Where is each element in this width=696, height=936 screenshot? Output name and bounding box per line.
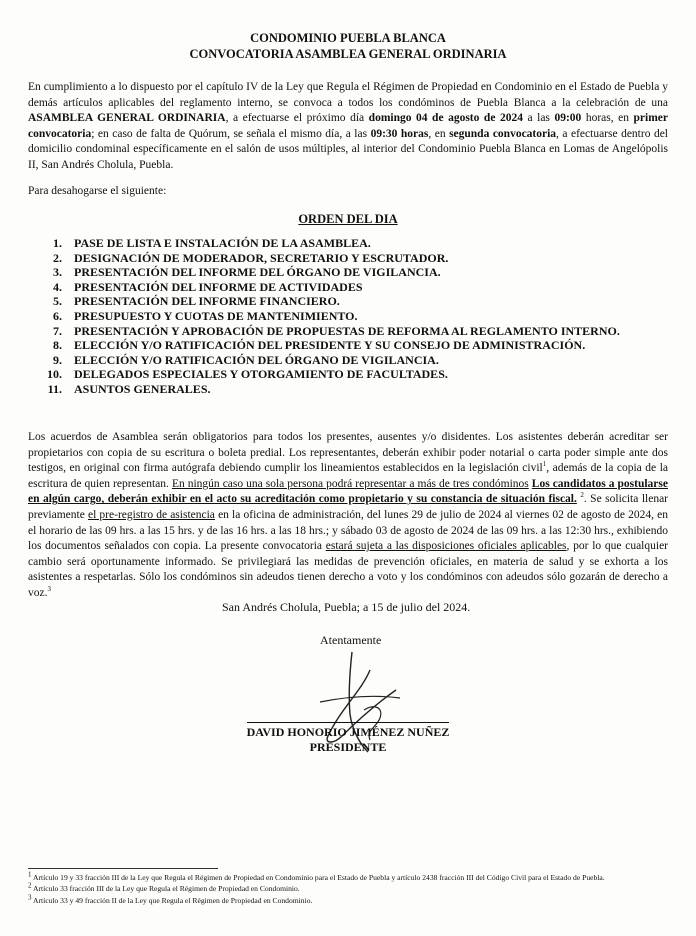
agenda-title: ORDEN DEL DIA (298, 212, 398, 226)
footnote-number: 3 (28, 893, 32, 902)
agenda-item-text: DESIGNACIÓN DE MODERADOR, SECRETARIO Y ESCRUTADOR. (74, 250, 449, 265)
footnote (28, 883, 673, 894)
agenda-item-text: PRESENTACIÓN DEL INFORME DEL ÓRGANO DE VIGILANCIA. (74, 265, 441, 280)
agenda-item-number: 3. (53, 265, 62, 280)
agenda-item (28, 367, 668, 382)
signer-name: DAVID HONORIO JIMÉNEZ NUÑEZ (247, 722, 450, 740)
agenda-item (28, 382, 668, 397)
agenda-item-text: PRESUPUESTO Y CUOTAS DE MANTENIMIENTO. (74, 308, 358, 323)
agenda-item-number: 2. (53, 250, 62, 265)
footnote-text: Artículo 19 y 33 fracción III de la Ley que Regula el Régimen de Propiedad en Condominio para el Estado de Puebla y artículo 2438 fracción III del Código Civil para el Estado de Puebla. (31, 873, 605, 882)
agenda-item (28, 324, 668, 339)
closing-text: Atentamente (320, 633, 382, 647)
agenda-list (28, 236, 668, 397)
agenda-item (28, 338, 668, 353)
agenda-item-text: ELECCIÓN Y/O RATIFICACIÓN DEL PRESIDENTE Y SU CONSEJO DE ADMINISTRACIÓN. (74, 338, 586, 353)
document-header (0, 30, 696, 62)
lead-text: Para desahogarse el siguiente: (28, 185, 167, 197)
footnote-text: Artículo 33 fracción III de la Ley que Regula el Régimen de Propiedad en Condominio. (31, 884, 300, 894)
agenda-item-text: PRESENTACIÓN DEL INFORME FINANCIERO. (74, 294, 340, 309)
agenda-item-number: 9. (53, 352, 62, 367)
agenda-item-number: 5. (53, 294, 62, 309)
agenda-item-text: DELEGADOS ESPECIALES Y OTORGAMIENTO DE FACULTADES. (74, 367, 448, 382)
agenda-item-text: ELECCIÓN Y/O RATIFICACIÓN DEL ÓRGANO DE VIGILANCIA. (74, 352, 439, 367)
footnote-number: 1 (28, 870, 32, 879)
body-paragraph: Los acuerdos de Asamblea serán obligatorios para todos los presentes, ausentes y/o disidentes. Los asistentes deberán acreditar ser propietarios con copia de su escritura o boleta predial. Los representantes, deberán exhibir poder notarial o carta poder simple ante dos testigos, en original con firma autógrafa debiendo cumplir los lineamientos establecidos en la legislación civil$^1$, además de la copia de la escritura de quien representan. En ningún caso una sola persona podrá representar a más de tres condóminos Los candidatos a postularse en algún cargo, deberán exhibir en el acto su acreditación como propietario y su constancia de situación fiscal. $^2$. Se solicita llenar previamente el pre-registro de asistencia en la oficina de administración, del lunes 29 de julio de 2024 al viernes 02 de agosto de 2024, en el horario de las 09 hrs. a las 15 hrs. y de las 16 hrs. a las 18 hrs.; y sábado 03 de agosto de 2024 de las 09 hrs. a las 12:30 hrs., exhibiendo los documentos señalados con copia. La presente convocatoria estará sujeta a las disposiciones oficiales aplicables, por lo que cualquier cambio será oportunamente informado. Se privilegiará las medidas de prevención oficiales, en materia de salud y se exhorta a los asistentes a respetarlas. Sólo los condóminos sin adeudos tienen derecho a voto y los condóminos con adeudos sólo gozarán de derecho a voz.$^3$ (28, 431, 669, 599)
agenda-item (28, 251, 668, 266)
intro-paragraph: En cumplimiento a lo dispuesto por el capítulo IV de la Ley que Regula el Régimen de Propiedad en Condominio en el Estado de Puebla y demás artículos aplicables del reglamento interno, se convoca a todos los condóminos de Puebla Blanca a la celebración de una ASAMBLEA GENERAL ORDINARIA, a efectuarse el próximo día domingo 04 de agosto de 2024 a las 09:00 horas, en primer convocatoria; en caso de falta de Quórum, se señala el mismo día, a las 09:30 horas, en segunda convocatoria, a efectuarse dentro del domicilio condominal específicamente en el salón de usos múltiples, al interior del Condominio Puebla Blanca en Lomas de Angelópolis II, San Andrés Cholula, Puebla. (28, 81, 668, 171)
agenda-item-number: 6. (53, 308, 62, 323)
agenda-item-number: 10. (47, 367, 62, 382)
footnote-number: 2 (28, 881, 32, 890)
agenda-item (28, 236, 668, 251)
agenda-item-text: PRESENTACIÓN Y APROBACIÓN DE PROPUESTAS DE REFORMA AL REGLAMENTO INTERNO. (74, 323, 620, 338)
agenda-item-number: 7. (53, 323, 62, 338)
signer-block (0, 722, 696, 755)
agenda-item-text: PASE DE LISTA E INSTALACIÓN DE LA ASAMBLEA. (74, 236, 371, 250)
footnote-divider (28, 868, 218, 869)
convocation-title: CONVOCATORIA ASAMBLEA GENERAL ORDINARIA (189, 47, 507, 61)
condominium-title: CONDOMINIO PUEBLA BLANCA (250, 31, 446, 45)
footnote (28, 872, 673, 883)
agenda-item (28, 294, 668, 309)
place-date: San Andrés Cholula, Puebla; a 15 de julio del 2024. (222, 600, 471, 614)
agenda-item-number: 11. (47, 381, 62, 396)
agenda-item-text: PRESENTACIÓN DEL INFORME DE ACTIVIDADES (74, 279, 363, 294)
footnote (28, 895, 673, 906)
agenda-item (28, 280, 668, 295)
signer-title: PRESIDENTE (309, 740, 387, 754)
footnotes (28, 872, 673, 906)
footnote-text: Artículo 33 y 49 fracción II de la Ley que Regula el Régimen de Propiedad en Condominio. (31, 895, 313, 905)
agenda-item (28, 265, 668, 280)
agenda-item (28, 353, 668, 368)
agenda-item-number: 4. (53, 279, 62, 294)
agenda-item (28, 309, 668, 324)
agenda-item-number: 1. (53, 236, 62, 250)
agenda-item-text: ASUNTOS GENERALES. (74, 381, 211, 396)
agenda-item-number: 8. (53, 338, 62, 353)
